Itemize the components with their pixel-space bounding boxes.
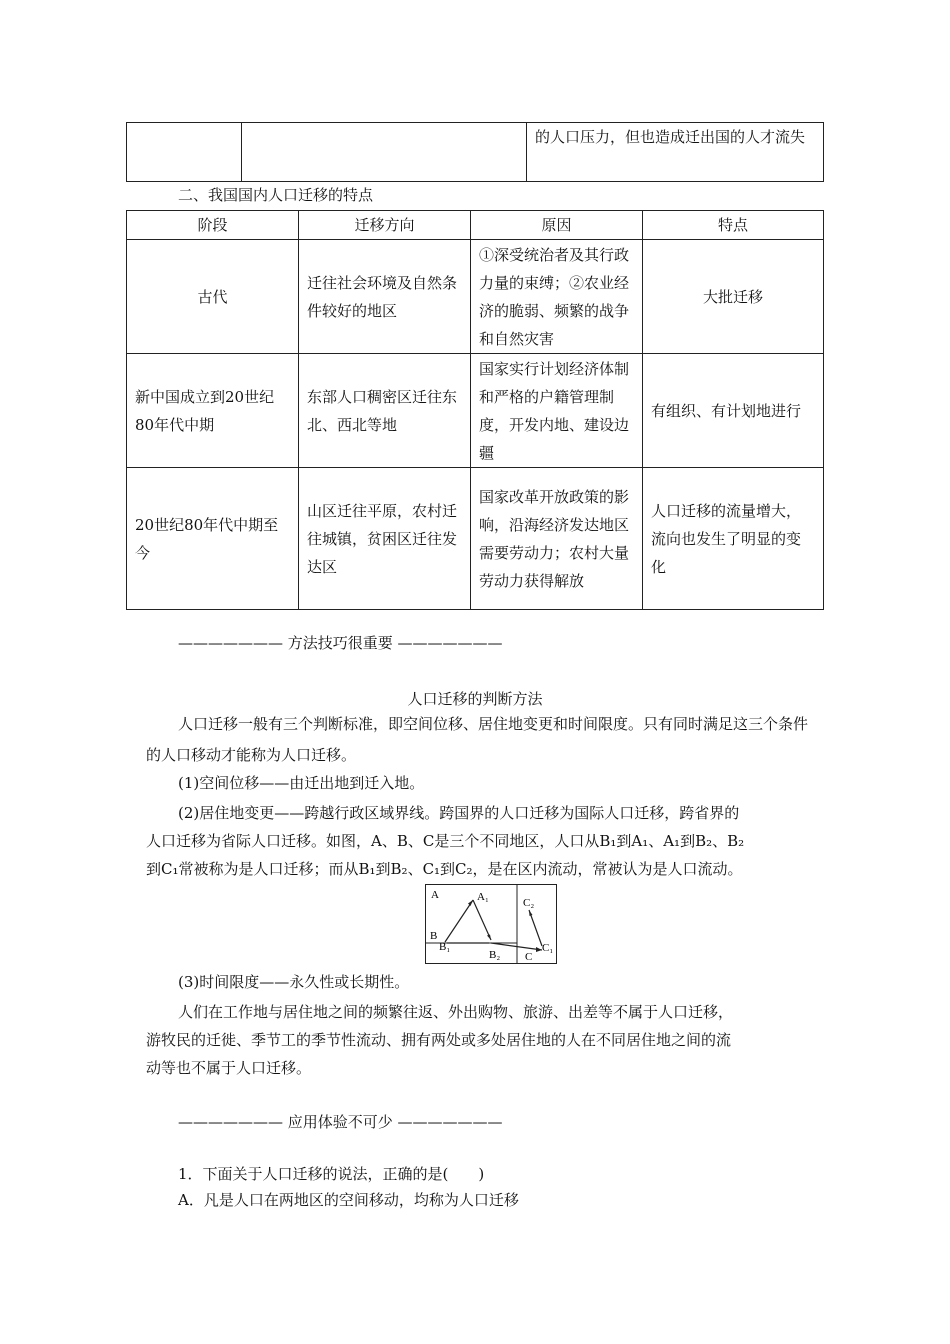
label-C2: C₂: [523, 897, 535, 909]
label-B1: B₁: [439, 941, 451, 953]
row2-stage: 新中国成立到20世纪80年代中期: [127, 354, 299, 468]
label-A: A: [431, 889, 439, 901]
paragraph-2-line-2: 游牧民的迁徙、季节工的季节性流动、拥有两处或多处居住地的人在不同居住地之间的流: [146, 1031, 732, 1049]
top-table-cell-2: [242, 123, 527, 182]
item-1: (1)空间位移——由迁出地到迁入地。: [178, 774, 425, 792]
row2-feature: 有组织、有计划地进行: [643, 354, 824, 468]
divider-method: ——————— 方法技巧很重要 ———————: [178, 634, 503, 652]
label-A1: A₁: [477, 891, 489, 903]
option-a: A．凡是人口在两地区的空间移动，均称为人口迁移: [178, 1191, 519, 1209]
header-stage: 阶段: [127, 211, 299, 240]
item-2-line-2: 人口迁移为省际人口迁移。如图，A、B、C是三个不同地区，人口从B₁到A₁、A₁到B₂、B₂: [146, 832, 745, 850]
row2-reason: 国家实行计划经济体制和严格的户籍管理制度，开发内地、建设边疆: [471, 354, 643, 468]
header-reason: 原因: [471, 211, 643, 240]
method-title: 人口迁移的判断方法: [407, 690, 543, 708]
paragraph-1: 人口迁移一般有三个判断标准，即空间位移、居住地变更和时间限度。只有同时满足这三个条件的人口移动才能称为人口迁移。: [146, 715, 809, 764]
table-row: [127, 354, 824, 468]
migration-table: [126, 210, 824, 610]
row3-direction: 山区迁往平原，农村迁往城镇，贫困区迁往发达区: [299, 468, 471, 610]
question-1: 1．下面关于人口迁移的说法，正确的是( ): [178, 1165, 485, 1183]
top-table-cell-3: 的人口压力，但也造成迁出国的人才流失: [527, 123, 824, 182]
row3-reason: 国家改革开放政策的影响，沿海经济发达地区需要劳动力；农村大量劳动力获得解放: [471, 468, 643, 610]
paragraph-2-line-1: 人们在工作地与居住地之间的频繁往返、外出购物、旅游、出差等不属于人口迁移，: [178, 1003, 734, 1021]
section2-title: 二、我国国内人口迁移的特点: [178, 186, 374, 204]
row1-feature: 大批迁移: [643, 240, 824, 354]
table-row: [127, 240, 824, 354]
row3-stage: 20世纪80年代中期至今: [127, 468, 299, 610]
row1-direction: 迁往社会环境及自然条件较好的地区: [299, 240, 471, 354]
row1-reason: ①深受统治者及其行政力量的束缚；②农业经济的脆弱、频繁的战争和自然灾害: [471, 240, 643, 354]
item-2-line-1: (2)居住地变更——跨越行政区域界线。跨国界的人口迁移为国际人口迁移，跨省界的: [178, 804, 740, 822]
label-B2: B₂: [489, 949, 501, 961]
header-direction: 迁移方向: [299, 211, 471, 240]
item-3: (3)时间限度——永久性或长期性。: [178, 973, 410, 991]
migration-diagram: [425, 884, 557, 964]
label-B: B: [430, 930, 438, 942]
table-row: [127, 468, 824, 610]
header-feature: 特点: [643, 211, 824, 240]
item-2-line-3: 到C₁常被称为是人口迁移；而从B₁到B₂、C₁到C₂，是在区内流动，常被认为是人口流动。: [146, 860, 743, 878]
label-C1: C₁: [542, 942, 554, 954]
row2-direction: 东部人口稠密区迁往东北、西北等地: [299, 354, 471, 468]
paragraph-2-line-3: 动等也不属于人口迁移。: [146, 1059, 312, 1077]
divider-practice: ——————— 应用体验不可少 ———————: [178, 1113, 503, 1131]
label-C: C: [525, 951, 533, 963]
row3-feature: 人口迁移的流量增大，流向也发生了明显的变化: [643, 468, 824, 610]
top-table: [126, 122, 824, 182]
top-table-cell-1: [127, 123, 242, 182]
row1-stage: 古代: [127, 240, 299, 354]
table-header-row: [127, 211, 824, 240]
